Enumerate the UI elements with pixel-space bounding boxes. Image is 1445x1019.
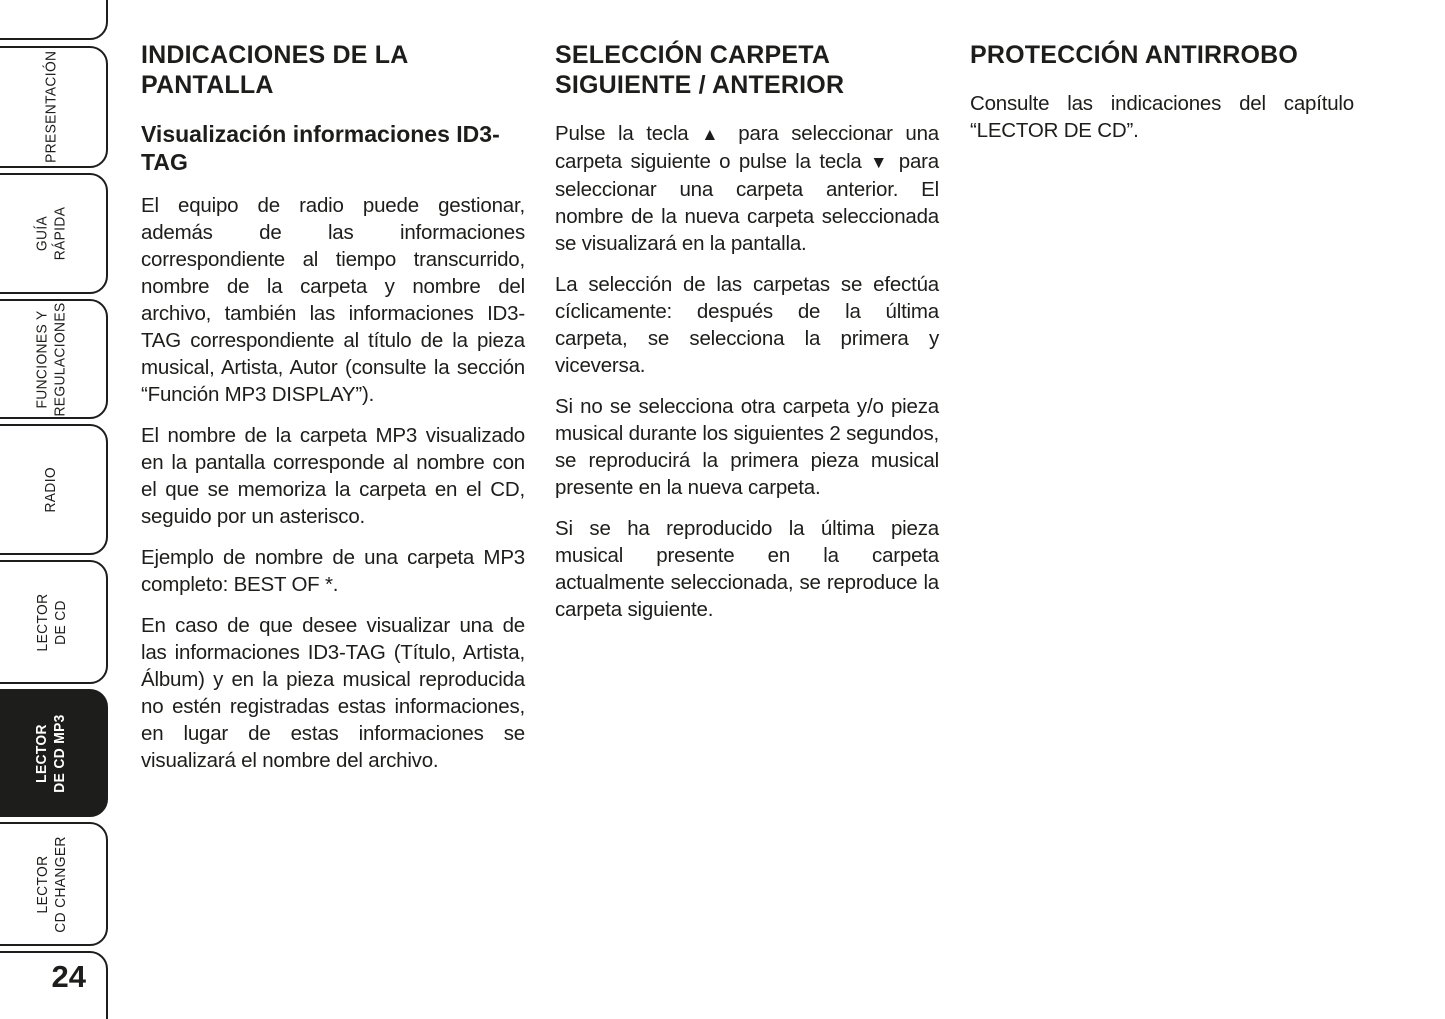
sidebar-tab-label: [34, 714, 69, 792]
sidebar-tab-label: [42, 51, 60, 163]
sidebar-tab-lector-de-cd-mp3-active: [0, 689, 108, 817]
paragraph: En caso de que desee visualizar una de las informaciones ID3-TAG (Título, Artista, Álbum) y en la pieza musical reproducida no estén registradas estas informaciones, en lugar de estas informaciones se visualizará el nombre del archivo.: [141, 614, 525, 772]
sidebar-tab-label: [34, 836, 69, 932]
tab-label-line: LECTOR: [33, 855, 51, 913]
paragraph: [555, 120, 939, 257]
page-number: 24: [51, 959, 86, 994]
paragraph: Si no se selecciona otra carpeta y/o pieza musical durante los siguientes 2 segundos, se reproducirá la primera pieza musical presente en la nueva carpeta.: [555, 395, 939, 499]
down-triangle-key-icon: ▼: [870, 152, 891, 172]
column-indicaciones-pantalla: [141, 40, 525, 788]
sidebar-tab-funciones-regulaciones: [0, 299, 108, 419]
section-heading: SELECCIÓN CARPETA SIGUIENTE / ANTERIOR: [555, 41, 845, 99]
sidebar-tab-label: [42, 467, 60, 513]
sidebar-tab-presentacion: [0, 46, 108, 168]
paragraph-text: Pulse la tecla: [555, 122, 702, 145]
sidebar-tab-partial-top: [0, 0, 108, 40]
tab-label-line: DE CD: [50, 599, 68, 645]
sidebar-tab-lector-cd-changer: [0, 822, 108, 946]
tab-label-line: FUNCIONES Y: [33, 309, 51, 409]
page-number-tab: [0, 951, 108, 1019]
paragraph: Ejemplo de nombre de una carpeta MP3 completo: BEST OF *.: [141, 546, 525, 596]
tab-label-line: CD CHANGER: [51, 835, 68, 933]
paragraph: El equipo de radio puede gestionar, además de las informaciones correspondiente al tiempo transcurrido, nombre de la carpeta y nombre del archivo, también las informaciones ID3-TAG correspondiente al título de la pieza musical, Artista, Autor (consulte la sección “Función MP3 DISPLAY”).: [141, 194, 525, 406]
tab-label-line: REGULACIONES: [51, 301, 68, 417]
up-triangle-key-icon: ▲: [701, 124, 726, 144]
sidebar-tab-label: [33, 593, 68, 651]
paragraph: Si se ha reproducido la última pieza musical presente en la carpeta actualmente seleccionada, se reproduce la carpeta siguiente.: [555, 517, 939, 621]
paragraph: El nombre de la carpeta MP3 visualizado en la pantalla corresponde al nombre con el que se memoriza la carpeta en el CD, seguido por un asterisco.: [141, 424, 525, 528]
sidebar-tab-label: [34, 207, 69, 261]
sidebar-tab-label: [34, 302, 69, 416]
subsection-heading: Visualización informaciones ID3-TAG: [141, 121, 500, 175]
column-seleccion-carpeta: [555, 40, 939, 637]
tab-label-line: LECTOR: [33, 723, 51, 783]
sidebar-tab-radio: [0, 424, 108, 555]
sidebar-index: [0, 0, 130, 1019]
tab-label-line: RÁPIDA: [51, 206, 68, 261]
paragraph: Consulte las indicaciones del capítulo “LECTOR DE CD”.: [970, 92, 1354, 142]
paragraph: La selección de las carpetas se efectúa cíclicamente: después de la última carpeta, se selecciona la primera y viceversa.: [555, 273, 939, 377]
tab-label-line: RADIO: [42, 466, 60, 513]
tab-label-line: GUÍA: [33, 215, 51, 252]
paragraph-text: para seleccionar una carpeta siguiente o pulse la tecla: [555, 122, 940, 173]
section-heading: INDICACIONES DE LA PANTALLA: [141, 41, 408, 99]
tab-label-line: DE CD MP3: [51, 713, 68, 793]
tab-label-line: PRESENTACIÓN: [42, 50, 60, 164]
tab-label-line: LECTOR: [33, 593, 51, 651]
column-proteccion-antirrobo: [970, 40, 1354, 158]
paragraph-text: para seleccionar una carpeta anterior. El nombre de la nueva carpeta seleccionada se visualizará en la pantalla.: [555, 150, 939, 255]
sidebar-tab-guia-rapida: [0, 173, 108, 294]
sidebar-tab-lector-de-cd: [0, 560, 108, 684]
section-heading: PROTECCIÓN ANTIRROBO: [970, 41, 1299, 69]
